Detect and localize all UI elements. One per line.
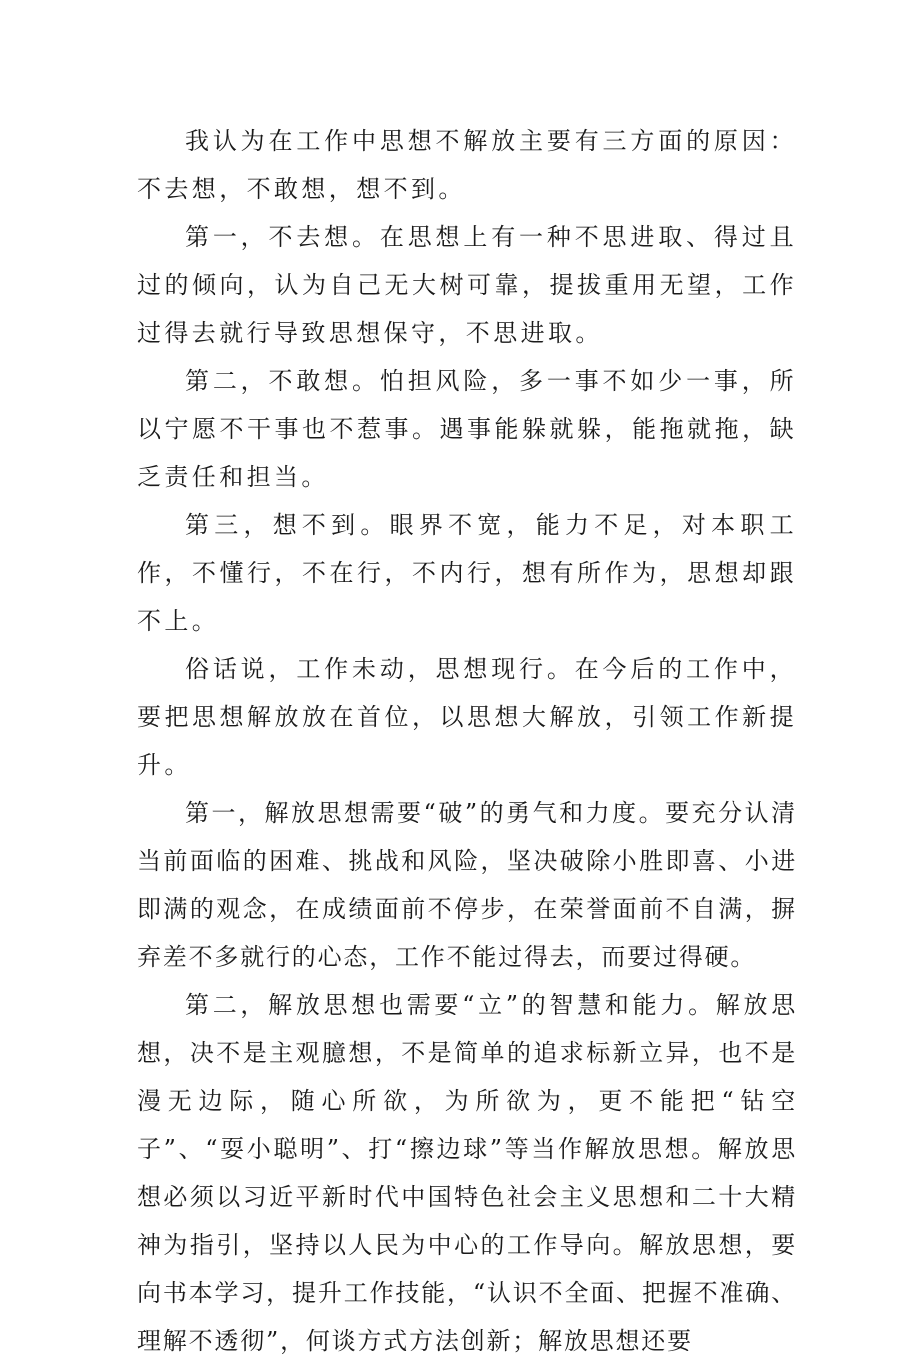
paragraph-proverb: 俗话说，工作未动，思想现行。在今后的工作中，要把思想解放放在首位，以思想大解放，引领工作新提升。 xyxy=(137,655,797,779)
paragraph-second-reason: 第二，不敢想。怕担风险，多一事不如少一事，所以宁愿不干事也不惹事。遇事能躲就躲，能拖就拖，缺乏责任和担当。 xyxy=(137,367,797,491)
paragraph-intro: 我认为在工作中思想不解放主要有三方面的原因：不去想，不敢想，想不到。 xyxy=(137,127,797,203)
paragraph-first-reason: 第一，不去想。在思想上有一种不思进取、得过且过的倾向，认为自己无大树可靠，提拔重用无望，工作过得去就行导致思想保守，不思进取。 xyxy=(137,223,797,347)
document-body xyxy=(137,117,797,1365)
paragraph-break-courage: 第一，解放思想需要“破”的勇气和力度。要充分认清当前面临的困难、挑战和风险，坚决破除小胜即喜、小进即满的观念，在成绩面前不停步，在荣誉面前不自满，摒弃差不多就行的心态，工作不能过得去，而要过得硬。 xyxy=(137,799,797,971)
paragraph-build-wisdom: 第二，解放思想也需要“立”的智慧和能力。解放思想，决不是主观臆想，不是简单的追求标新立异，也不是漫无边际，随心所欲，为所欲为，更不能把“钻空子”、“耍小聪明”、打“擦边球”等当作解放思想。解放思想必须以习近平新时代中国特色社会主义思想和二十大精神为指引，坚持以人民为中心的工作导向。解放思想，要向书本学习，提升工作技能，“认识不全面、把握不准确、理解不透彻”，何谈方式方法创新；解放思想还要 xyxy=(137,991,797,1355)
paragraph-third-reason: 第三，想不到。眼界不宽，能力不足，对本职工作，不懂行，不在行，不内行，想有所作为，思想却跟不上。 xyxy=(137,511,797,635)
